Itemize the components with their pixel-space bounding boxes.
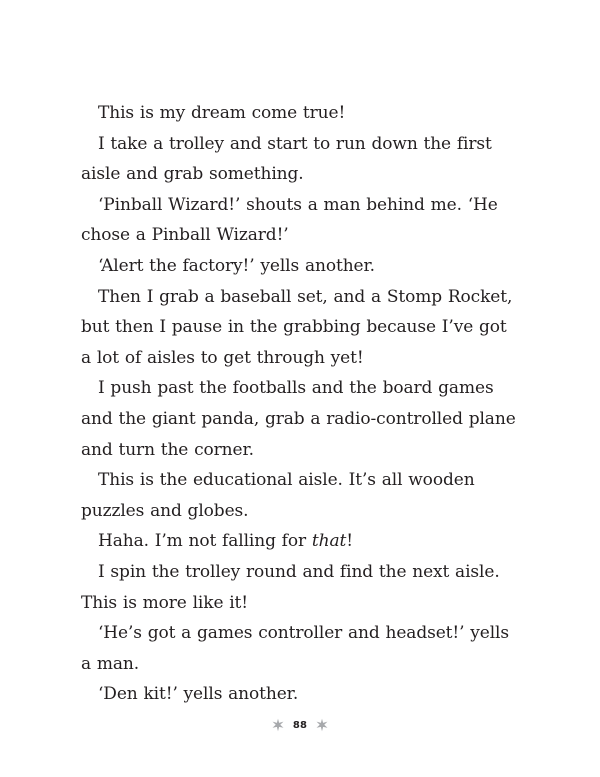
body-text — [81, 98, 521, 710]
paragraph-8-after: ! — [346, 531, 353, 552]
paragraph-10: ‘He’s got a games controller and headset!’ yells a man. — [81, 623, 510, 674]
paragraph-3: ‘Pinball Wizard!’ shouts a man behind me. ‘He chose a Pinball Wizard!’ — [81, 194, 498, 246]
paragraph-9: I spin the trolley round and find the next aisle. This is more like it! — [81, 561, 500, 613]
paragraph-8-before: Haha. I’m not falling for — [98, 531, 312, 552]
paragraph-2: I take a trolley and start to run down the first aisle and grab something. — [81, 133, 492, 185]
sparkle-star-icon — [315, 718, 329, 732]
page-number: 88 — [292, 719, 308, 731]
paragraph-6: I push past the footballs and the board games and the giant panda, grab a radio-controlled plane and turn the corner. — [81, 378, 516, 460]
paragraph-1: This is my dream come true! — [98, 103, 346, 123]
paragraph-4: ‘Alert the factory!’ yells another. — [98, 255, 375, 276]
paragraph-8-emphasis: that — [311, 531, 347, 552]
paragraph-5: Then I grab a baseball set, and a Stomp Rocket, but then I pause in the grabbing because I’ve got a lot of aisles to get through yet! — [81, 286, 513, 368]
paragraph-8 — [81, 526, 521, 557]
page-footer — [0, 713, 600, 737]
paragraph-11: ‘Den kit!’ yells another. — [98, 684, 299, 705]
paragraph-7: This is the educational aisle. It’s all wooden puzzles and globes. — [81, 470, 475, 521]
sparkle-star-icon — [271, 718, 285, 732]
